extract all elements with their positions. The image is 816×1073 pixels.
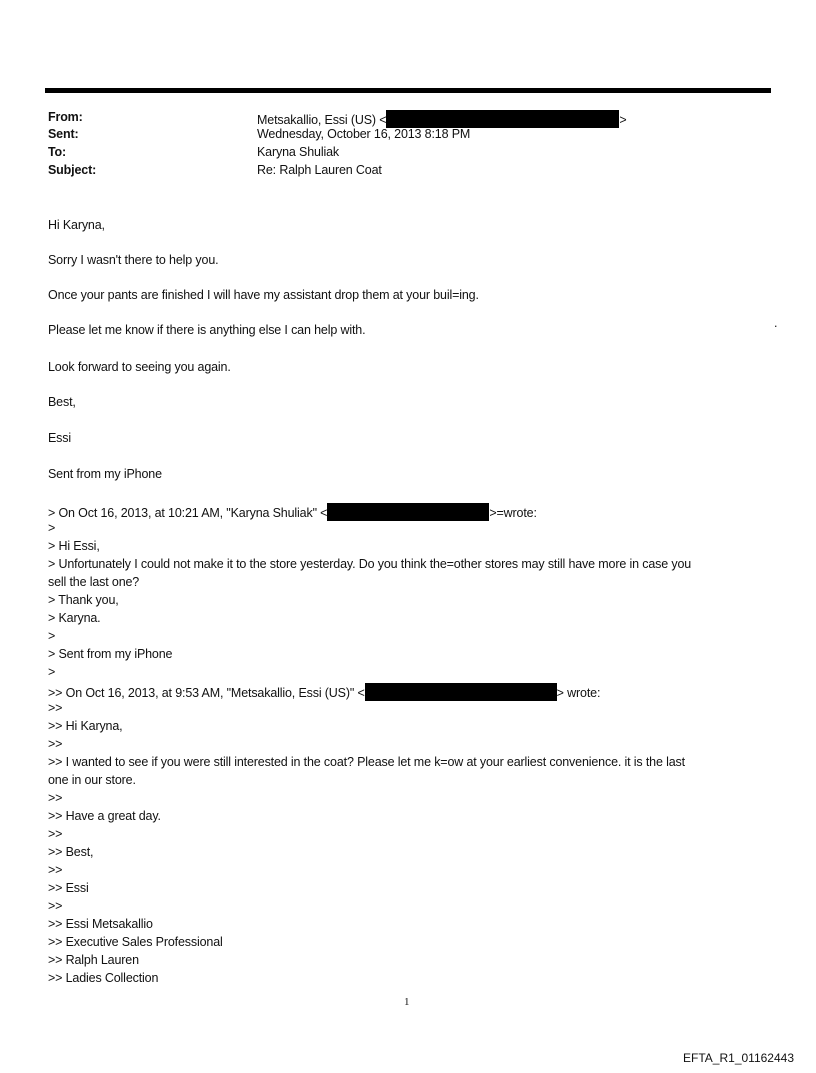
quoted-text: >> [48, 899, 63, 913]
quoted-line [48, 737, 62, 751]
quoted-text: >> Hi Karyna, [48, 719, 123, 733]
quoted-line [48, 539, 100, 553]
quoted-text: > Karyna. [48, 611, 101, 625]
stray-mark: . [774, 316, 778, 330]
quoted-line [48, 629, 55, 643]
from-label: From: [48, 110, 83, 124]
quoted-line [48, 881, 89, 895]
quoted-line [48, 917, 153, 931]
subject-label: Subject: [48, 163, 97, 177]
quoted-text: > [48, 629, 56, 643]
quoted-line [48, 935, 223, 949]
quoted-text: >> Essi [48, 881, 89, 895]
to-value: Karyna Shuliak [257, 145, 339, 159]
subject-value: Re: Ralph Lauren Coat [257, 163, 382, 177]
redaction-box [386, 110, 619, 128]
body-line: Look forward to seeing you again. [48, 360, 231, 374]
to-label: To: [48, 145, 67, 159]
quoted-line [48, 809, 161, 823]
quoted-line [48, 863, 62, 877]
quoted-line [48, 575, 139, 589]
quoted-line [48, 953, 139, 967]
body-line: Once your pants are finished I will have my assistant drop them at your buil=ing. [48, 288, 479, 302]
quoted-text: >> I wanted to see if you were still interested in the coat? Please let me k=ow at your earliest convenience. it is the last [48, 755, 685, 769]
page-number: 1 [404, 996, 410, 1008]
quoted-line [48, 845, 93, 859]
quoted-text: >> Ralph Lauren [48, 953, 139, 967]
quoted-text: >> Executive Sales Professional [48, 935, 223, 949]
from-name: Metsakallio, Essi (US) < [257, 113, 387, 127]
quoted-text: >> [48, 701, 63, 715]
quoted-line [48, 521, 55, 535]
quoted-line [48, 683, 600, 701]
body-line: Best, [48, 395, 76, 409]
sent-value: Wednesday, October 16, 2013 8:18 PM [257, 127, 471, 141]
quoted-line [48, 773, 136, 787]
quoted-text: >> [48, 863, 63, 877]
quoted-text: >> Essi Metsakallio [48, 917, 153, 931]
quoted-line [48, 701, 62, 715]
from-suffix: > [619, 113, 627, 127]
sent-label: Sent: [48, 127, 79, 141]
quoted-text: >> Best, [48, 845, 94, 859]
quoted-text: >> Have a great day. [48, 809, 161, 823]
quoted-line [48, 503, 537, 521]
body-line: Sent from my iPhone [48, 467, 162, 481]
body-line: Essi [48, 431, 72, 445]
header-rule [45, 88, 771, 93]
quoted-text: > [48, 665, 56, 679]
redaction-box [327, 503, 489, 521]
quoted-line [48, 899, 62, 913]
quoted-text: sell the last one? [48, 575, 140, 589]
quoted-text: >> [48, 827, 63, 841]
quoted-text: > Thank you, [48, 593, 119, 607]
quoted-text: > On Oct 16, 2013, at 10:21 AM, "Karyna Shuliak" < [48, 506, 328, 520]
quoted-text: > [48, 521, 56, 535]
quoted-text: >> Ladies Collection [48, 971, 159, 985]
quoted-line [48, 791, 62, 805]
quoted-text: >> On Oct 16, 2013, at 9:53 AM, "Metsakallio, Essi (US)" < [48, 686, 365, 700]
quoted-line [48, 593, 119, 607]
quoted-text: > Hi Essi, [48, 539, 100, 553]
quoted-line [48, 719, 122, 733]
quoted-text: > Sent from my iPhone [48, 647, 173, 661]
quoted-text-suffix: > wrote: [556, 686, 601, 700]
quoted-text: > Unfortunately I could not make it to the store yesterday. Do you think the=other stores may still have more in case you [48, 557, 692, 571]
quoted-text: >> [48, 737, 63, 751]
from-value [257, 110, 627, 128]
quoted-line [48, 611, 101, 625]
redaction-box [365, 683, 557, 701]
quoted-line [48, 647, 172, 661]
quoted-text-suffix: >=wrote: [489, 506, 537, 520]
body-line: Hi Karyna, [48, 218, 105, 232]
document-id: EFTA_R1_01162443 [683, 1051, 794, 1065]
quoted-line [48, 557, 691, 571]
body-line: Please let me know if there is anything else I can help with. [48, 323, 366, 337]
quoted-line [48, 971, 158, 985]
quoted-line [48, 827, 62, 841]
body-line: Sorry I wasn't there to help you. [48, 253, 219, 267]
quoted-line [48, 755, 685, 769]
quoted-line [48, 665, 55, 679]
quoted-text: one in our store. [48, 773, 136, 787]
quoted-text: >> [48, 791, 63, 805]
